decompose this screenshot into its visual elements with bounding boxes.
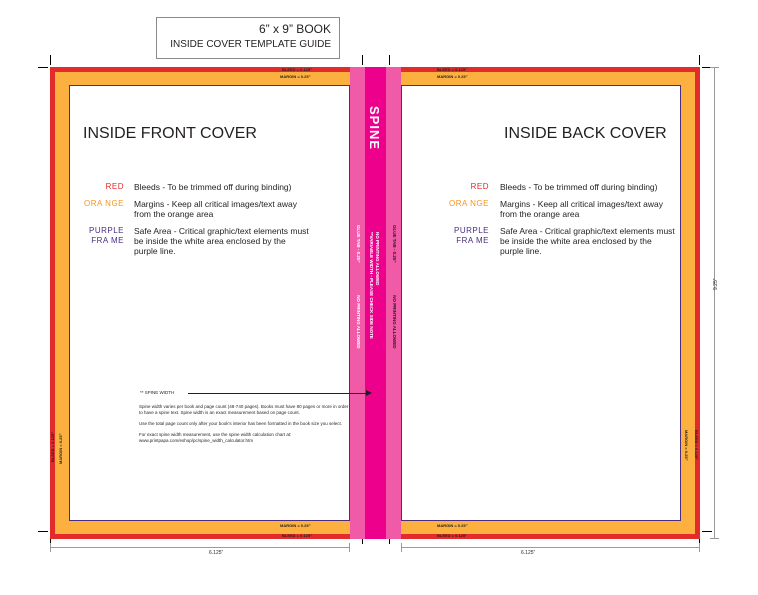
no-print-left-text: NO PRINTING ALLOWED [356,295,361,349]
glue-tab-right-label [391,225,397,349]
title-line1: 6” x 9” BOOK [258,22,331,36]
height-tick-bottom [710,538,719,539]
back-heading: INSIDE BACK COVER [504,125,667,142]
crop-mark [389,55,390,65]
legend-purple-key: PURPLE FRA ME [88,226,124,245]
front-margin-side-label: MARGIN = 0.25” [58,433,63,464]
back-width-line [401,547,700,548]
spine-note-title: ** SPINE WIDTH [140,390,175,395]
front-bleed-top-label: BLEED = 0.125” [282,67,313,72]
legend-orange-key-back: ORA NGE [449,199,489,208]
legend-red-text: Bleeds - To be trimmed off during binding) [134,182,292,192]
spine-line1: NO PRINTING ALLOWED [375,232,380,286]
front-safe-area [69,85,350,521]
no-print-right-text: NO PRINTING ALLOWED [392,295,397,349]
crop-mark [50,55,51,65]
spine-note-p3: For exact spine width measurement, use the spine width calculation chart at: www.printpapa.com/eshop/pc/spine_width_calculator.htm [139,432,292,443]
title-box [156,17,340,59]
spine-note-p2: Use the total page count only after your book's interior has been formatted in the book size you select. [139,421,342,426]
spine-no-printing [368,232,380,339]
front-width-tick-right [349,543,350,552]
legend-purple-key-back: PURPLE FRA ME [453,226,489,245]
front-width-label: 6.125” [209,550,224,556]
spine-line2: **VARIABLE WIDTH - PLEASE CHECK SIDE NOTE [369,232,374,339]
front-width-tick-left [50,543,51,552]
back-width-label: 6.125” [521,550,536,556]
front-heading: INSIDE FRONT COVER [83,125,257,142]
spine-label: SPINE [367,106,382,151]
legend-orange-key: ORA NGE [84,199,124,208]
note-arrow-line [188,393,366,394]
legend-orange-text-back: Margins - Keep all critical images/text away from the orange area [500,199,663,219]
glue-right-text: GLUE TAB - 0.25” [392,225,397,263]
crop-mark [38,67,48,68]
back-bleed-bottom-label: BLEED = 0.125” [437,533,468,538]
height-label: 9.25” [713,278,719,290]
legend-red-key: RED [105,182,124,191]
spine-note [139,404,349,449]
front-bleed-bottom-label: BLEED = 0.125” [282,533,313,538]
legend-red-key-back: RED [470,182,489,191]
legend-red-text-back: Bleeds - To be trimmed off during binding) [500,182,658,192]
glue-left-text: GLUE TAB - 0.25” [356,225,361,263]
front-bleed-side-label: BLEED = 0.125” [50,431,55,462]
legend-orange-text: Margins - Keep all critical images/text away from the orange area [134,199,297,219]
crop-mark [699,55,700,65]
back-margin-bottom-label: MARGIN = 0.25” [437,523,468,528]
crop-mark [362,55,363,65]
front-margin-top-label: MARGIN = 0.25” [280,74,311,79]
back-margin-top-label: MARGIN = 0.25” [437,74,468,79]
legend-purple-text-back: Safe Area - Critical graphic/text elements must be inside the white area enclosed by the purple line. [500,226,675,256]
glue-tab-left-label [355,225,361,349]
note-arrow-head [366,390,372,396]
height-tick-top [710,67,719,68]
back-width-tick-right [699,543,700,552]
legend-purple-text: Safe Area - Critical graphic/text elements must be inside the white area enclosed by the purple line. [134,226,309,256]
back-safe-area [401,85,681,521]
title-line2: INSIDE COVER TEMPLATE GUIDE [170,39,331,50]
back-bleed-top-label: BLEED = 0.125” [437,67,468,72]
back-width-tick-left [401,543,402,552]
spine-note-p1: Spine width varies per book and page count (48-740 pages). Books must have 80 pages or more in order to have a spine text. Spine width is an exact measurement based on page count. [139,404,349,415]
back-margin-side-label: MARGIN = 0.25” [684,430,689,461]
front-margin-bottom-label: MARGIN = 0.25” [280,523,311,528]
crop-mark [38,531,48,532]
crop-mark [702,531,712,532]
front-width-line [50,547,350,548]
back-bleed-side-label: BLEED = 0.125” [694,430,699,461]
height-line [714,67,715,539]
